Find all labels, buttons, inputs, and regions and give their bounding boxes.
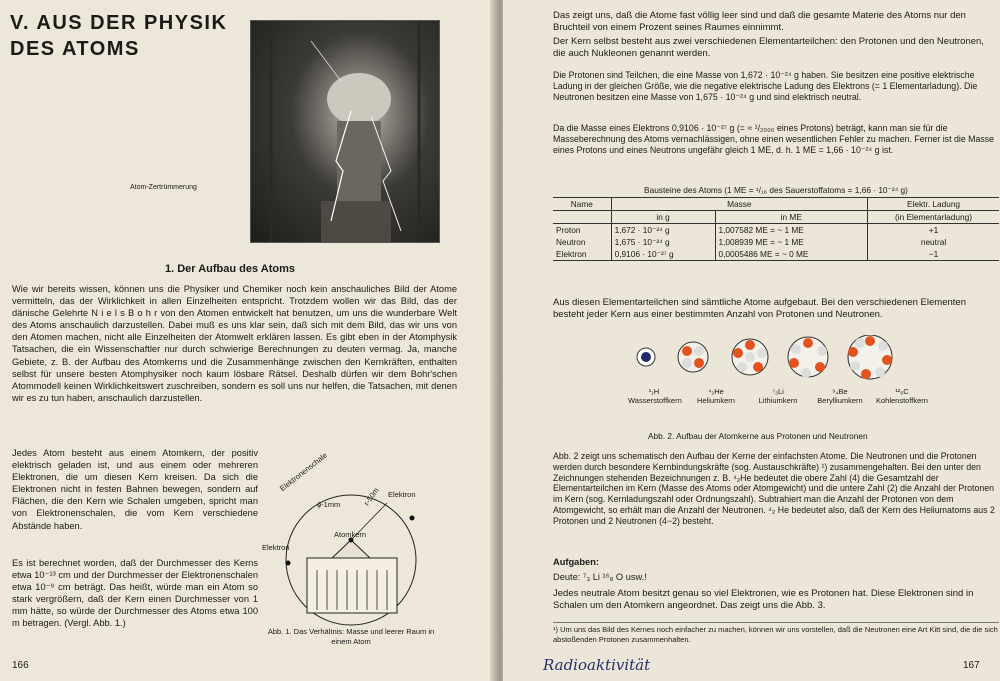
atom-size-diagram [262, 450, 440, 628]
nucleus-label [690, 387, 742, 405]
table-subheader-blank [553, 211, 611, 224]
nucleus-label [752, 387, 804, 405]
table-cell: neutral [920, 237, 947, 247]
table-cell: −1 [928, 249, 939, 259]
handwritten-note: Radioaktivität [543, 656, 651, 674]
paragraph-nuclear-notation: Abb. 2 zeigt uns schematisch den Aufbau der Kerne der einfachsten Atome. Die Neutronen und die Protonen werden durch besondere Kernbindungskräfte (sog. Austauschkräfte) ¹) zusammengehalten. Bei den unter den Zeichnungen stehenden Bezeichnungen z. B. ⁴₂He bedeutet die obere Zahl (4) die Gesamtzahl der Elementarteilchen im Kern (Masse des Atoms oder Atomgewicht) und die untere Zahl (2) die Anzahl der Protonen im Kern (sog. Kernladungszahl oder Ordnungszahl). Subtrahiert man die Anzahl der Protonen von dem Atomgewicht, so erhält man die Anzahl der Neutronen. ⁴₂ He bedeutet also, daß der Kern des Heliumatoms aus 2 Protonen und 2 Neutronen (4−2) besteht. [553, 451, 995, 526]
page-number-left: 166 [12, 660, 29, 671]
table-header-mass: Masse [611, 198, 867, 211]
footnote: ¹) Um uns das Bild des Kernes noch einfacher zu machen, können wir uns vorstellen, daß die Neutronen eine Art Kitt sind, die die sich abstoßenden Protonen zusammenhalten. [553, 622, 999, 645]
nucleus-name: Berylliumkern [817, 396, 863, 405]
diagram-label-nucleus: Atomkern [334, 530, 367, 539]
table-header-charge: Elektr. Ladung [868, 198, 999, 211]
diagram-label-shell: Elektronenschale [278, 450, 329, 494]
paragraph-electron-mass: Da die Masse eines Elektrons 0,9106 · 10⁻²⁷ g (= ≈ ¹/₂₀₀₀ eines Protons) beträgt, kann man sie für die Masseberechnung des Atoms vernachlässigen, ohne einen wesentlichen Fehler zu machen. Ferner ist die Masse eines Protons und eines Neutrons ungefähr gleich 1 ME, d. h. 1 ME = 1,66 · 10⁻²⁴ g ist. [553, 123, 995, 155]
paragraph-nucleons: Der Kern selbst besteht aus zwei verschiedenen Elementarteilchen: den Protonen und den Neutronen, die auch Nukleonen genannt werden. [553, 36, 984, 59]
nucleus-label [814, 387, 866, 405]
table-cell: +1 [928, 225, 939, 235]
table-subheader-me: in ME [715, 211, 868, 224]
table-title: Bausteine des Atoms (1 ME = ¹/₁₆ des Sauerstoffatoms = 1,66 · 10⁻²⁴ g) [644, 185, 908, 195]
table-cell: 1,672 · 10⁻²⁴ g [611, 224, 715, 237]
table-cell: Elektron [553, 248, 611, 261]
table-cell: 0,0005486 ME = ~ 0 ME [715, 248, 868, 261]
table-header-name: Name [553, 198, 611, 211]
diagram-label-electron-right: Elektron [388, 490, 416, 499]
nucleus-name: Heliumkern [697, 396, 735, 405]
diagram-label-radius: r-50m [362, 485, 381, 508]
figure-2-caption: Abb. 2. Aufbau der Atomkerne aus Protonen und Neutronen [648, 431, 868, 441]
atom-building-blocks-table [553, 197, 999, 261]
page-number-right: 167 [963, 660, 980, 671]
paragraph-protons: Die Protonen sind Teilchen, die eine Masse von 1,672 · 10⁻²⁴ g haben. Sie besitzen eine positive elektrische Ladung in der gleichen Größe, wie die negative elektrische Ladung des Elektrons (= 1 Elementarladung). Die Neutronen besitzen eine Masse von 1,675 · 10⁻²⁴ g und sind elektrisch neutral. [553, 70, 978, 102]
paragraph-atom-structure: Jedes Atom besteht aus einem Atomkern, der positiv elektrisch geladen ist, und aus einem oder mehreren Elektronen, die um diesen Kern kreisen. Da sich die Elektronen nicht in festen Bahnen bewegen, sondern auf Flächen, die den Kern wie Schalen umgeben, spricht man von Elektronenschalen, die vom Kern verschiedene Abstände haben. [12, 448, 258, 531]
paragraph-elementary-particles: Aus diesen Elementarteilchen sind sämtliche Atome aufgebaut. Bei den verschiedenen Elementen besteht jeder Kern aus einer bestimmten Anzahl von Protonen und Neutronen. [553, 297, 966, 320]
nuclei-figure [628, 335, 928, 425]
nucleus-label [628, 387, 680, 405]
nucleus-symbol: ⁷₃Li [772, 387, 784, 396]
diagram-label-phi: ɸ-1mm [317, 500, 341, 509]
table-cell: 1,007582 ME = ~ 1 ME [715, 224, 868, 237]
nucleus-symbol: ⁹₄Be [832, 387, 848, 396]
table-subheader-charge: (in Elementarladung) [868, 211, 999, 224]
left-page [0, 0, 497, 681]
nuclei-labels [628, 387, 928, 405]
chapter-title: V. AUS DER PHYSIK DES ATOMS [10, 12, 228, 60]
nucleus-symbol: ⁴₂He [708, 387, 724, 396]
paragraph-electron-shells: Jedes neutrale Atom besitzt genau so viel Elektronen, wie es Protonen hat. Diese Elektronen sind in Schalen um den Atomkern angeordnet. Das zeigt uns die Abb. 3. [553, 588, 974, 611]
nucleus-name: Kohlenstoffkern [876, 396, 928, 405]
paragraph-bohr: Wie wir bereits wissen, können uns die Physiker und Chemiker noch kein anschauliches Bild der Atome vermitteln, das der Wirklichkeit in allen Einzelheiten entspricht. Trotzdem wollen wir das Bild, das der dänische Gelehrte N i e l s B o h r von den Atomen entwickelt hat benutzen, um uns die wunderbare Welt des Atoms anschaulich darzustellen. Dabei muß es uns klar sein, daß sich mit dem Bild, das wir uns von den Atomen machen, nicht alle Einzelheiten der Atomwelt erklären lassen. Es gibt eben in der Atomphysik Tatsachen, die ein Wissenschaftler nur durch schwierige Berechnungen zu deuten vermag. Ja, manche Gebiete, z. B. der Aufbau des Atomkerns und die Zusammenhänge zwischen den Kernkräften, enthalten selbst für unsere besten Atomphysiker noch kaum lösbare Rätsel. Deshalb dürfen wir dem Bohr'schen Atommodell keinen Wirklichkeitswert zuschreiben, sondern es soll uns nur helfen, die Tatsachen, mit denen wir es zu tun haben, anschaulich darzustellen. [12, 284, 457, 403]
table-row [553, 236, 999, 248]
paragraph-empty-atoms: Das zeigt uns, daß die Atome fast völlig leer sind und daß die gesamte Materie des Atoms nur den Bruchteil von einem Prozent seines Raumes einnimmt. [553, 10, 966, 33]
photo-caption: Atom-Zertrümmerung [130, 184, 197, 191]
table-cell: Proton [553, 224, 611, 237]
paragraph-diameters: Es ist berechnet worden, daß der Durchmesser des Kerns etwa 10⁻¹³ cm und der Durchmesser der Elektronenschalen etwa 10⁻⁸ cm beträgt. Das heißt, würde man ein Atom so stark vergrößern, daß der Kern einen Durchmesser von 1 mm hätte, so würde der Durchmesser des Atoms etwa 100 m betragen. (Vergl. Abb. 1.) [12, 558, 258, 629]
right-page [503, 0, 1000, 681]
nucleus-name: Wasserstoffkern [628, 396, 682, 405]
nucleus-symbol: ¹²₆C [895, 387, 909, 396]
exercise-line: Deute: ⁷₃ Li ¹⁶₈ O usw.! [553, 572, 647, 582]
atom-splitting-photo [250, 20, 440, 243]
diagram-label-electron-left: Elektron [262, 543, 290, 552]
table-row [553, 224, 999, 237]
figure-1-caption: Abb. 1. Das Verhältnis: Masse und leerer Raum in einem Atom [267, 627, 435, 646]
nucleus-name: Lithiumkern [758, 396, 798, 405]
nucleus-label [876, 387, 928, 405]
table-cell: 0,9106 · 10⁻²⁷ g [611, 248, 715, 261]
table-cell: 1,675 · 10⁻²⁴ g [611, 236, 715, 248]
table-row [553, 248, 999, 261]
table-cell: 1,008939 ME = ~ 1 ME [715, 236, 868, 248]
section-title: 1. Der Aufbau des Atoms [165, 263, 295, 275]
nucleus-symbol: ¹₁H [648, 387, 660, 396]
table-cell: Neutron [553, 236, 611, 248]
exercises-heading: Aufgaben: [553, 557, 599, 567]
table-subheader-g: in g [611, 211, 715, 224]
